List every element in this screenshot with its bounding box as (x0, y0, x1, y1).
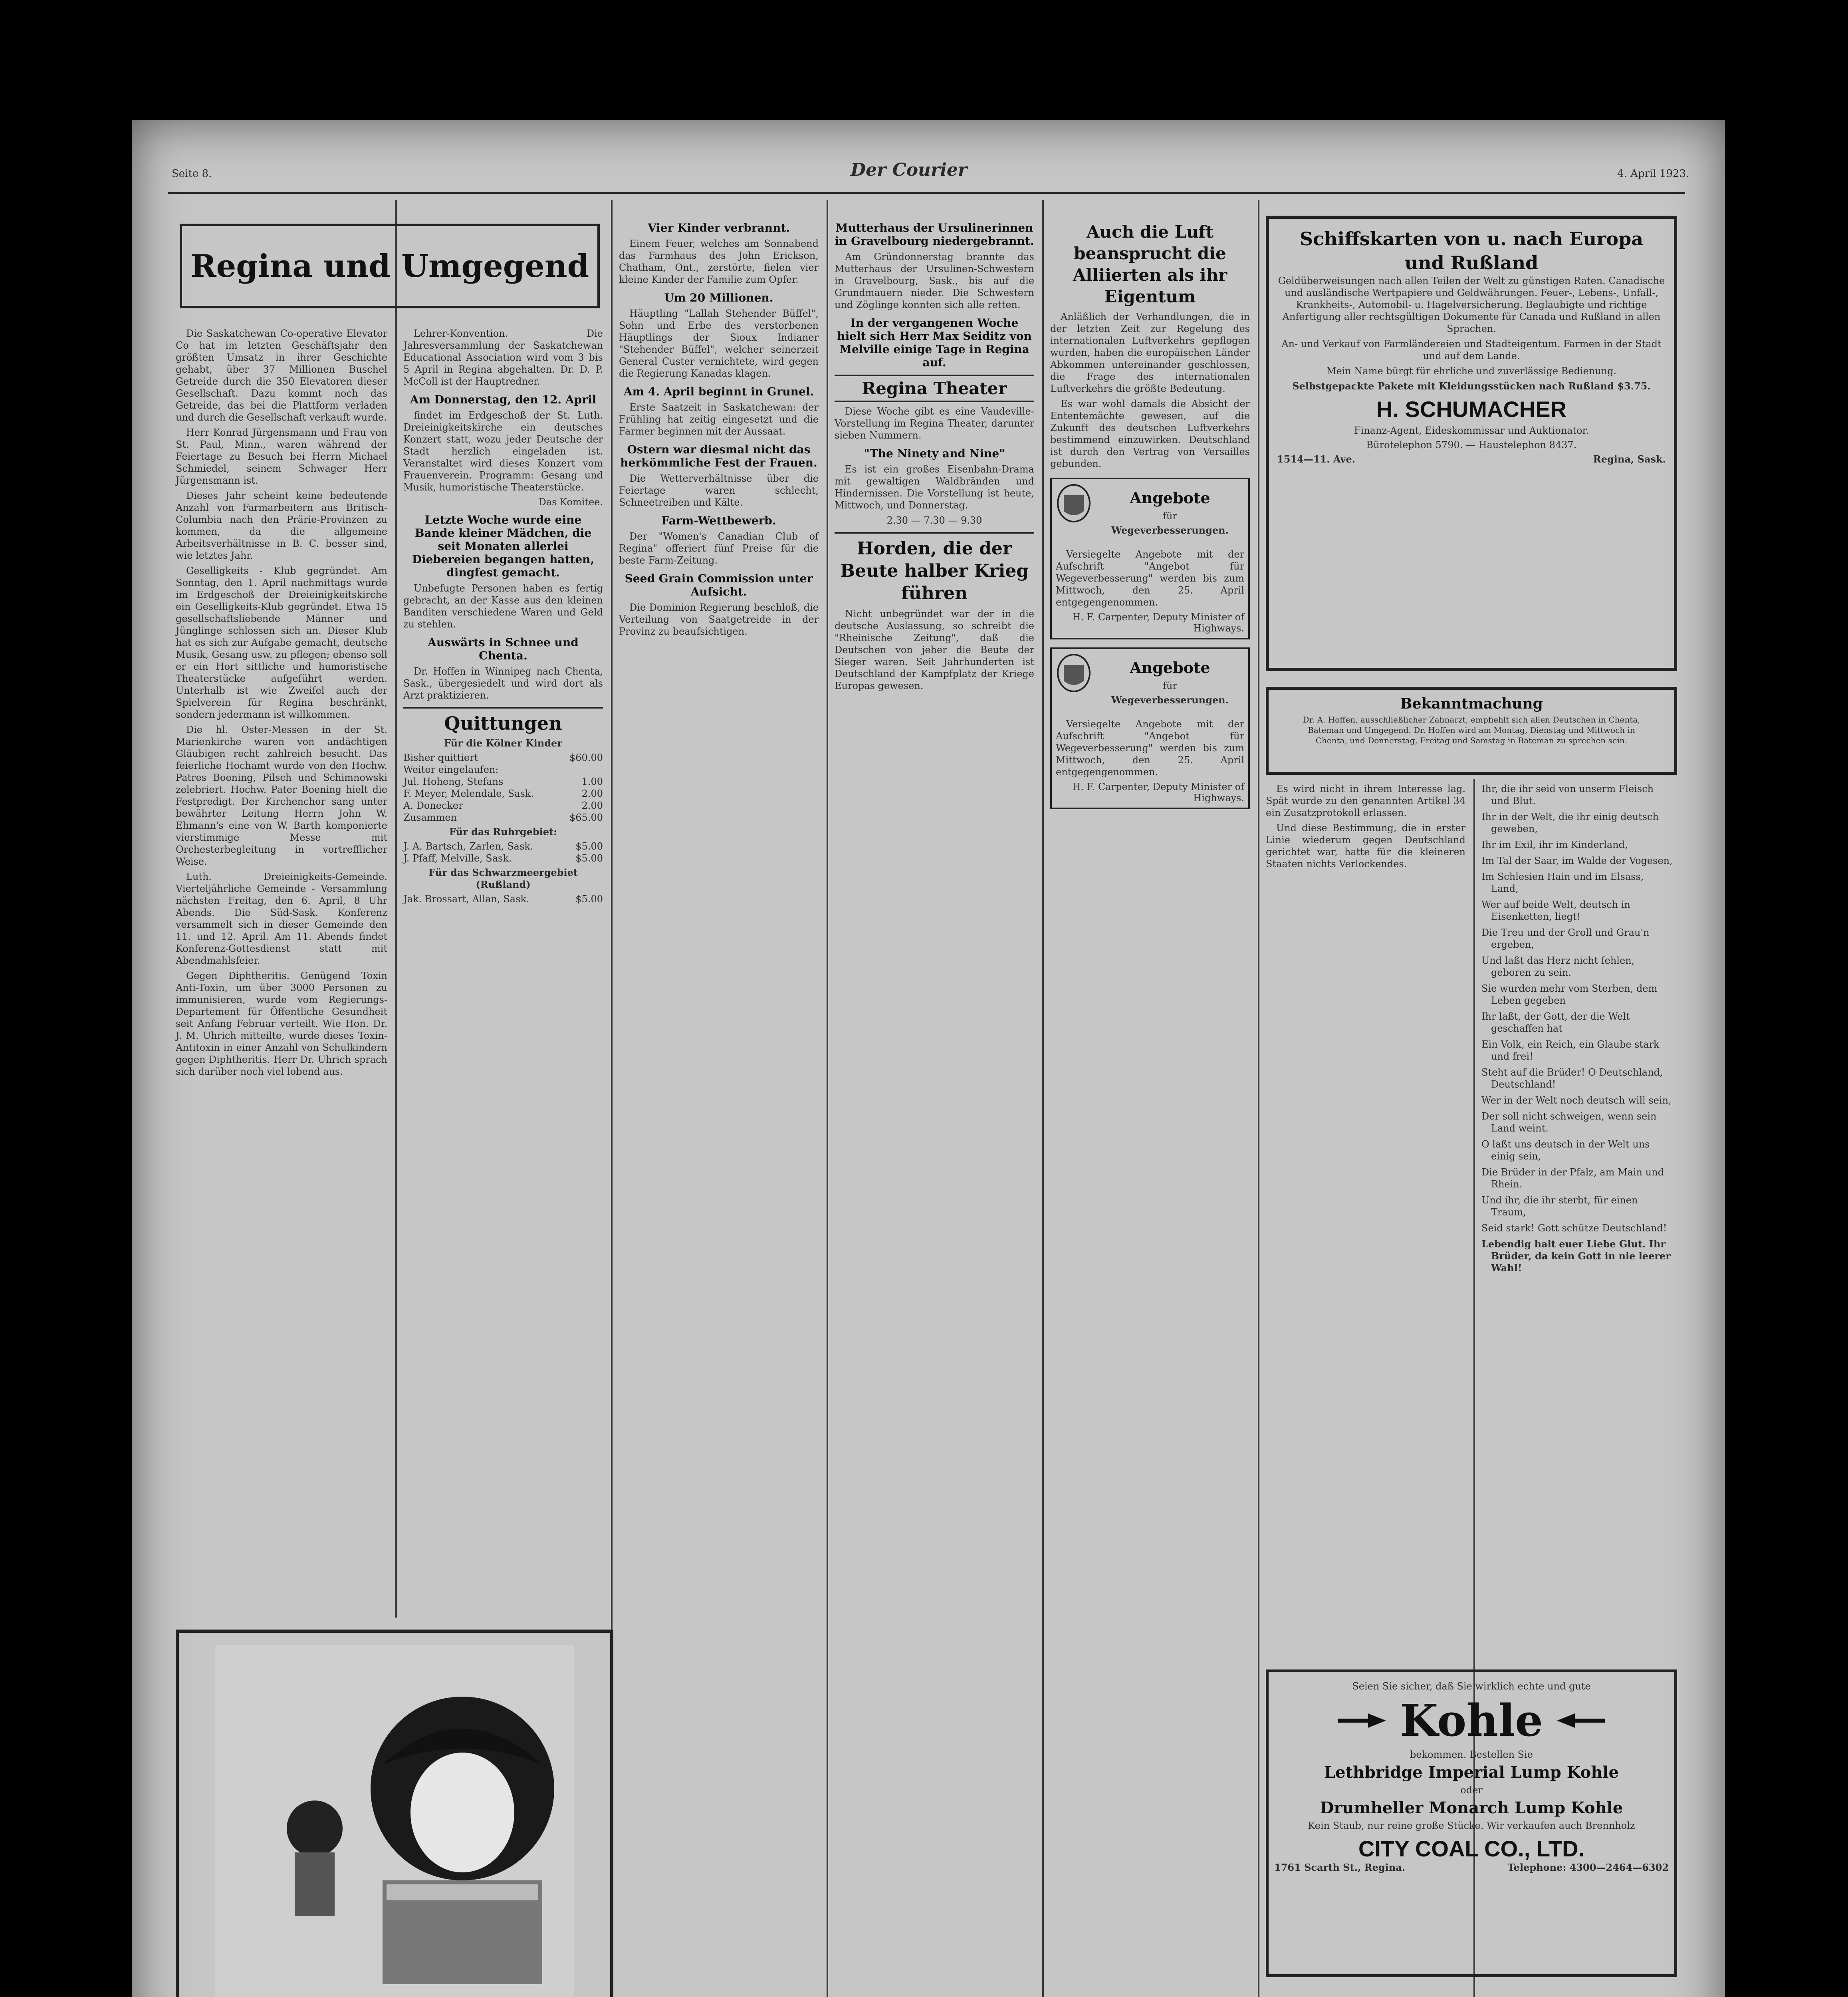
advertiser-phone: Bürotelephon 5790. — Haustelephon 8437. (1366, 439, 1577, 451)
column-divider (1258, 200, 1259, 1997)
receipt-name: F. Meyer, Melendale, Sask. (403, 788, 534, 799)
notice-box (1266, 687, 1677, 775)
poem (1481, 783, 1673, 1234)
crest-icon (1056, 653, 1092, 693)
column-divider (611, 200, 613, 1797)
advertiser-name: H. SCHUMACHER (1376, 397, 1566, 422)
quittungen-subtitle: Für das Ruhrgebiet: (449, 826, 557, 838)
poem-line: Ihr laßt, der Gott, der die Welt geschaffen hat (1481, 1011, 1630, 1034)
coal-company: CITY COAL CO., LTD. (1358, 1836, 1585, 1861)
receipt-row (403, 776, 603, 788)
receipt-name: J. Pfaff, Melville, Sask. (403, 853, 512, 864)
article-paragraph: Die hl. Oster-Messen in der St. Marienkirche waren von andächtigen Gläubigen recht zahlreich besucht. Das feierliche Hochamt wurde von den Hochw. Patres Boening, Pilsch und Schimnowski zelebriert. Hochw. Pater Boening hielt die Festpredigt. Der Kirchenchor sang unter bewährter Leitung Herrn John W. Ehmann's eine von W. Barth komponierte vierstimmige Messe mit Orchesterbegleitung in vortrefflicher Weise. (176, 724, 387, 867)
advertiser-city: Regina, Sask. (1593, 453, 1666, 465)
pointing-hand-icon (1336, 1709, 1388, 1733)
poem-line: Wer auf beide Welt, deutsch in Eisenketten, liegt! (1481, 899, 1630, 922)
header-rule (168, 192, 1685, 194)
poem-line: Ihr in der Welt, die ihr einig deutsch geweben, (1481, 811, 1659, 834)
receipt-list (403, 840, 603, 864)
article-paragraph: Einem Feuer, welches am Sonnabend das Farmhaus des John Erickson, Chatham, Ont., zerstörte, fielen vier kleine Kinder der Familie zum Opfer. (619, 238, 819, 285)
column-3 (619, 216, 819, 1997)
advertiser-role: Finanz-Agent, Eideskommissar und Auktionator. (1354, 425, 1589, 436)
advertiser-address: 1514—11. Ave. (1277, 453, 1356, 465)
ship-tickets-ad (1266, 216, 1677, 671)
receipt-amount: 2.00 (581, 800, 603, 811)
receipt-amount: $60.00 (569, 752, 603, 763)
column-2 (403, 328, 603, 1614)
article-heading: Mutterhaus der Ursulinerinnen in Gravelbourg niedergebrannt. (835, 221, 1034, 248)
issue-date: 4. April 1923. (1617, 168, 1689, 180)
coal-address-row (1274, 1862, 1669, 1874)
poem-line: Ein Volk, ein Reich, ein Glaube stark und frei! (1481, 1039, 1660, 1062)
coal-headline: Kohle (1400, 1695, 1543, 1746)
column-7-poem (1481, 783, 1673, 1274)
section-title: Regina und Umgegend (190, 248, 589, 284)
signature: H. F. Carpenter, Deputy Minister of Highways. (1072, 611, 1244, 634)
ad-text: Mein Name bürgt für ehrliche und zuverlässige Bedienung. (1326, 365, 1617, 377)
article-paragraph: Es war wohl damals die Absicht der Ententemächte gewesen, auf die Zukunft des deutschen Luftverkehrs bestimmend einzuwirken. Deutschland ist durch den Vertrag von Versailles gebunden. (1050, 398, 1250, 469)
article-paragraph: Am Gründonnerstag brannte das Mutterhaus der Ursulinen-Schwestern in Gravelbourg, Sask., bis auf die Grundmauern nieder. Die Schwestern und Zöglinge konnten sich alle retten. (835, 251, 1034, 310)
article-paragraph: Anläßlich der Verhandlungen, die in der letzten Zeit zur Regelung des internationalen Luftverkehrs gepflogen wurden, haben die europäischen Länder Abkommen untereinander geschlossen, die Frage des internationalen Luftverkehrs die größte Bedeutung. (1050, 311, 1250, 394)
page-number: Seite 8. (172, 168, 212, 180)
receipt-name: A. Donecker (403, 800, 463, 811)
receipt-amount: $5.00 (575, 893, 603, 905)
bakery-ad (176, 1630, 613, 1997)
poem-signoff: Lebendig halt euer Liebe Glut. Ihr Brüder, da kein Gott in nie leerer Wahl! (1481, 1238, 1671, 1274)
article-paragraph: Die Saskatchewan Co-operative Elevator Co hat im letzten Geschäftsjahr den größten Umsatz in ihrer Geschichte gehabt, über 37 Millionen Buschel Getreide durch die 350 Elevatoren dieser Gesellschaft. Dazu kommt noch das Getreide, das bei die Plattform verladen und durch die Gesellschaft verkauft wurde. (176, 328, 387, 423)
poem-line: Und ihr, die ihr sterbt, für einen Traum, (1481, 1195, 1638, 1218)
theater-title: Regina Theater (835, 375, 1034, 402)
receipt-row (403, 893, 603, 905)
ad-text: Kein Staub, nur reine große Stücke. Wir verkaufen auch Brennholz (1308, 1820, 1635, 1831)
ad-text: oder (1460, 1785, 1483, 1796)
receipt-amount: 1.00 (581, 776, 603, 787)
advertiser-address-row (1277, 453, 1666, 465)
bakery-illustration (215, 1645, 574, 1997)
article-heading: Horden, die der Beute halber Krieg führen (835, 532, 1034, 605)
notice-text: Dr. A. Hoffen, ausschließlicher Zahnarzt, empfiehlt sich allen Deutschen in Chenta, Bateman und Umgegend. Dr. Hoffen wird am Montag, Dienstag und Mittwoch in Chenta, und Donnerstag, Freitag und Samstag in Bateman zu sprechen sein. (1303, 715, 1640, 745)
poem-line: O laßt uns deutsch in der Welt uns einig sein, (1481, 1139, 1650, 1162)
section-title-box (180, 224, 600, 308)
receipt-amount: $5.00 (575, 841, 603, 852)
article-heading: "The Ninety and Nine" (864, 447, 1005, 460)
poem-line: Ihr im Exil, ihr im Kinderland, (1481, 839, 1628, 850)
receipt-amount: $65.00 (569, 812, 603, 823)
article-heading: In der vergangenen Woche hielt sich Herr Max Seiditz von Melville einige Tage in Regina auf. (837, 316, 1032, 369)
article-paragraph: Der "Women's Canadian Club of Regina" offeriert fünf Preise für die beste Farm-Zeitung. (619, 531, 819, 566)
pointing-hand-icon (1555, 1709, 1607, 1733)
article-heading: Farm-Wettbewerb. (661, 514, 776, 527)
receipt-name: J. A. Bartsch, Zarlen, Sask. (403, 841, 533, 852)
ad-text: Selbstgepackte Pakete mit Kleidungsstücken nach Rußland $3.75. (1292, 380, 1651, 392)
column-5 (1050, 216, 1250, 1997)
coal-product: Drumheller Monarch Lump Kohle (1320, 1798, 1623, 1817)
quittungen-subtitle: Für das Schwarzmeergebiet (Rußland) (428, 867, 578, 890)
receipt-name: Jul. Hoheng, Stefans (403, 776, 504, 787)
article-paragraph: Geselligkeits - Klub gegründet. Am Sonntag, den 1. April nachmittags wurde im Erdgeschoß der Dreieinigkeitskirche ein Geselligkeits-Klub gegründet. Etwa 15 gesellschaftsliebende Männer und Jünglinge schlossen sich an. Dieser Klub hat es sich zur Aufgabe gemacht, deutsche Musik, Gesang usw. zu pflegen; ebenso soll er ein Hort sittliche und humoristische Theaterstücke aufgeführt werden. Unterhalb ist wie Zweifel auch der Spielverein für Regina beschränkt, sondern jedermann ist willkommen. (176, 565, 387, 720)
article-paragraph: Herr Konrad Jürgensmann und Frau von St. Paul, Minn., waren während der Feiertage zu Besuch bei Herrn Michael Schmiedel, seinem Schwager Herr Jürgensmann ist. (176, 427, 387, 486)
article-paragraph: Es ist ein großes Eisenbahn-Drama mit gewaltigen Waldbränden und Hindernissen. Die Vorstellung ist heute, Mittwoch, und Donnerstag. (835, 464, 1034, 511)
receipt-name: Zusammen (403, 812, 457, 823)
article-paragraph: Dieses Jahr scheint keine bedeutende Anzahl von Farmarbeitern aus Britisch-Columbia nach den Prärie-Provinzen zu kommen, da die allgemeine Arbeitsverhältnisse in B. C. besser sind, wie letztes Jahr. (176, 490, 387, 561)
notice-title: Bekanntmachung (1400, 695, 1543, 712)
ad-text: Geldüberweisungen nach allen Teilen der Welt zu günstigen Raten. Canadische und ausländische Wertpapiere und Geldwährungen. Feuer-, Lebens-, Unfall-, Krankheits-, Automobil- u. Hagelversicherung. Beglaubigte und richtige Anfertigung aller rechtsgültigen Dokumente für Canada und Rußland in allen Sprachen. (1278, 275, 1665, 334)
article-paragraph: Luth. Dreieinigkeits-Gemeinde. Vierteljährliche Gemeinde - Versammlung nächsten Freitag, den 6. April, 8 Uhr Abends. Die Süd-Sask. Konferenz versammelt sich in dieser Gemeinde den 11. und 12. April. Am 11. Abends findet Konferenz-Gottesdienst statt mit Abendmahlsfeier. (176, 871, 387, 966)
article-paragraph: Unbefugte Personen haben es fertig gebracht, an der Kasse aus den kleinen Banditen verschiedene Waren und Geld zu stehlen. (403, 583, 603, 630)
tender-notice (1050, 478, 1250, 639)
receipt-row (403, 764, 603, 776)
poem-line: Seid stark! Gott schütze Deutschland! (1481, 1223, 1667, 1234)
article-heading: Auch die Luft beansprucht die Alliierten als ihr Eigentum (1073, 222, 1227, 306)
article-paragraph: Die Dominion Regierung beschloß, die Verteilung von Saatgetreide in der Provinz zu beaufsichtigen. (619, 602, 819, 637)
tender-sub: Wegeverbesserungen. (1111, 524, 1229, 536)
poem-line: Sie wurden mehr vom Sterben, dem Leben gegeben (1481, 983, 1658, 1006)
poem-line: Wer in der Welt noch deutsch will sein, (1481, 1095, 1672, 1106)
tender-sub: Wegeverbesserungen. (1111, 694, 1229, 706)
coal-phone: Telephone: 4300—2464—6302 (1507, 1862, 1669, 1873)
column-divider (395, 200, 397, 1618)
column-divider (827, 200, 828, 1997)
column-divider (1042, 200, 1044, 1997)
article-heading: Um 20 Millionen. (664, 291, 773, 304)
tender-text: Versiegelte Angebote mit der Aufschrift "Angebot für Wegeverbesserung" werden bis zum Mittwoch, den 25. April entgegengenommen. (1056, 549, 1244, 608)
poem-line: Die Brüder in der Pfalz, am Main und Rhein. (1481, 1167, 1664, 1190)
receipt-amount: $5.00 (575, 853, 603, 864)
article-heading: Vier Kinder verbrannt. (647, 221, 790, 234)
ad-text: Seien Sie sicher, daß Sie wirklich echte und gute (1352, 1681, 1591, 1692)
tender-title: Angebote (1130, 489, 1210, 507)
crest-icon (1056, 483, 1092, 523)
coal-ad (1266, 1669, 1677, 1977)
tender-sub: für (1163, 680, 1177, 691)
article-paragraph: Nicht unbegründet war der in die deutsche Auslassung, so schreibt die "Rheinische Zeitung", daß die Deutschen von jeher die Beute der Sieger waren. Seit Jahrhunderten ist Deutschland der Kampfplatz der Kriege Europas gewesen. (835, 608, 1034, 691)
ad-text: bekommen. Bestellen Sie (1410, 1749, 1533, 1760)
quittungen-title: Quittungen (403, 707, 603, 734)
article-paragraph: Häuptling "Lallah Stehender Büffel", Sohn und Erbe des verstorbenen Häuptlings der Sioux Indianer "Stehender Büffel", welcher seinerzeit General Custer vernichtete, wird gegen die Regierung Kanadas klagen. (619, 308, 819, 379)
article-heading: Am 4. April beginnt in Grunel. (623, 385, 814, 398)
receipt-row (403, 752, 603, 764)
poem-line: Die Treu und der Groll und Grau'n ergeben, (1481, 927, 1650, 950)
tender-title: Angebote (1130, 659, 1210, 677)
receipt-row (403, 800, 603, 812)
poem-line: Steht auf die Brüder! O Deutschland, Deutschland! (1481, 1067, 1663, 1090)
article-paragraph: Es wird nicht in ihrem Interesse lag. Spät wurde zu den genannten Artikel 34 ein Zusatzprotokoll erlassen. (1266, 783, 1465, 818)
column-1 (176, 328, 387, 1614)
article-heading: Letzte Woche wurde eine Bande kleiner Mädchen, die seit Monaten allerlei Diebereien begangen hatten, dingfest gemacht. (412, 513, 595, 579)
receipt-list (403, 893, 603, 905)
receipt-name: Bisher quittiert (403, 752, 478, 763)
receipt-amount: 2.00 (581, 788, 603, 799)
ad-text: An- und Verkauf von Farmländereien und Stadteigentum. Farmen in der Stadt und auf dem Lande. (1281, 338, 1662, 361)
article-paragraph: Diese Woche gibt es eine Vaudeville-Vorstellung im Regina Theater, darunter sieben Nummern. (835, 406, 1034, 441)
show-times: 2.30 — 7.30 — 9.30 (886, 515, 982, 526)
signature: H. F. Carpenter, Deputy Minister of Highways. (1072, 781, 1244, 804)
article-paragraph: Gegen Diphtheritis. Genügend Toxin Anti-Toxin, um über 3000 Personen zu immunisieren, wurde vom Regierungs-Departement für Öffentliche Gesundheit seit Anfang Februar verteilt. Wie Hon. Dr. J. M. Uhrich mitteilte, wurde dieses Toxin-Antitoxin in einer Anzahl von Schulkindern gegen Diphtheritis. Herr Dr. Uhrich sprach sich darüber noch viel lobend aus. (176, 970, 387, 1077)
article-paragraph: Lehrer-Konvention. Die Jahresversammlung der Saskatchewan Educational Association wird vom 3 bis 5 April in Regina abgehalten. Dr. D. P. McColl ist der Hauptredner. (403, 328, 603, 387)
column-4 (835, 216, 1034, 1997)
article-heading: Seed Grain Commission unter Aufsicht. (625, 572, 813, 598)
newspaper-page (132, 120, 1725, 1997)
tender-text: Versiegelte Angebote mit der Aufschrift "Angebot für Wegeverbesserung" werden bis zum Mittwoch, den 25. April entgegengenommen. (1056, 719, 1244, 778)
tender-sub: für (1163, 510, 1177, 522)
article-heading: Am Donnerstag, den 12. April (410, 393, 597, 406)
receipt-name: Jak. Brossart, Allan, Sask. (403, 893, 529, 905)
article-paragraph: Die Wetterverhältnisse über die Feiertage waren schlecht, Schneetreiben und Kälte. (619, 473, 819, 508)
receipt-list (403, 752, 603, 824)
coal-headline-row (1274, 1695, 1669, 1746)
tender-notice (1050, 647, 1250, 809)
article-paragraph: Erste Saatzeit in Saskatchewan: der Frühling hat zeitig eingesetzt und die Farmer beginnen mit der Aussaat. (619, 402, 819, 437)
article-paragraph: Und diese Bestimmung, die in erster Linie wiederum gegen Deutschland gerichtet war, hatte für die kleineren Staaten nichts Verlockendes. (1266, 822, 1465, 869)
poem-line: Im Schlesien Hain und im Elsass, Land, (1481, 871, 1644, 894)
coal-product: Lethbridge Imperial Lump Kohle (1324, 1763, 1619, 1782)
masthead: Der Courier (851, 160, 968, 180)
ad-title: Schiffskarten von u. nach Europa und Rußland (1299, 228, 1644, 274)
article-paragraph: Dr. Hoffen in Winnipeg nach Chenta, Sask., übergesiedelt und wird dort als Arzt praktizieren. (403, 666, 603, 701)
coal-address: 1761 Scarth St., Regina. (1274, 1862, 1406, 1873)
article-paragraph: findet im Erdgeschoß der St. Luth. Dreieinigkeitskirche ein deutsches Konzert statt, wozu jeder Deutsche der Stadt herzlich eingeladen ist. Veranstaltet wird dieses Konzert vom Frauenverein. Programm: Gesang und Musik, humoristische Theaterstücke. (403, 410, 603, 493)
receipt-row (403, 840, 603, 852)
poem-line: Im Tal der Saar, im Walde der Vogesen, (1481, 855, 1673, 866)
receipt-row (403, 852, 603, 864)
poem-line: Ihr, die ihr seid von unserm Fleisch und Blut. (1481, 783, 1654, 806)
receipt-row (403, 812, 603, 824)
receipt-row (403, 788, 603, 800)
signature: Das Komitee. (538, 496, 603, 508)
poem-line: Der soll nicht schweigen, wenn sein Land weint. (1481, 1111, 1657, 1134)
article-heading: Auswärts in Schnee und Chenta. (428, 636, 579, 662)
receipt-name: Weiter eingelaufen: (403, 764, 499, 775)
quittungen-subtitle: Für die Kölner Kinder (444, 737, 562, 749)
poem-line: Und laßt das Herz nicht fehlen, geboren zu sein. (1481, 955, 1635, 978)
article-heading: Ostern war diesmal nicht das herkömmliche Fest der Frauen. (620, 443, 817, 469)
